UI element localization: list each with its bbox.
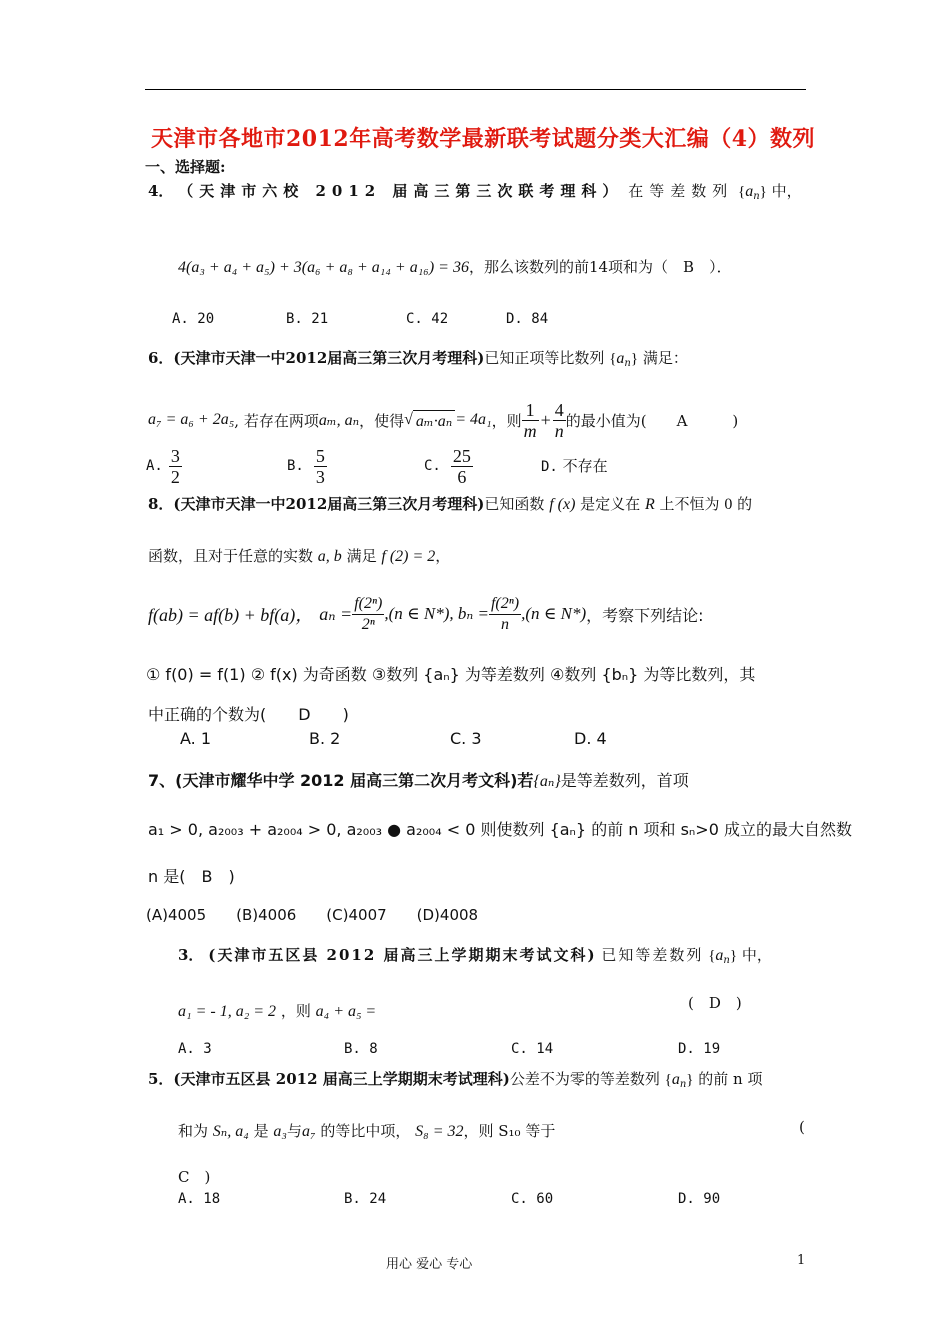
q6-condition: a₇ = a₆ + 2a₅ — [148, 411, 235, 428]
q8-source: 8．(天津市天津一中2012届高三第三次月考理科) — [148, 495, 485, 513]
q8-option-a: A. 1 — [180, 729, 212, 748]
q4-option-a: A. 20 — [172, 311, 215, 327]
question-8-line-2: 函数，且对于任意的实数 a, b 满足 f (2) = 2， — [148, 547, 451, 565]
q5-source: 5．(天津市五区县 2012 届高三上学期期末考试理科) — [148, 1070, 510, 1088]
q3-number: 3． — [178, 946, 204, 964]
question-5-line-2: 和为 Sₙ, a₄ 是 a₃与a₇ 的等比中项， S₈ = 32，则 S₁₀ 等于 — [178, 1122, 556, 1140]
question-8-line-4: ① f(0) = f(1) ② f(x) 为奇函数 ③数列 {aₙ} 为等差数列 ④数列 {bₙ} 为等比数列，其 — [146, 665, 756, 684]
question-8-line-1: 8．(天津市天津一中2012届高三第三次月考理科)已知函数 f (x) 是定义在 R 上不恒为 0 的 — [148, 495, 753, 513]
q3-option-b: B. 8 — [344, 1041, 378, 1057]
page-number: 1 — [797, 1253, 806, 1268]
q6-option-d: D. 不存在 — [541, 457, 608, 475]
q5-paren-open: ( — [799, 1118, 805, 1136]
q6-option-c: C. $\frac{25}{6}$ — [424, 445, 471, 487]
header-rule — [145, 89, 806, 90]
q5-terms: Sₙ, a₄ — [212, 1123, 249, 1140]
q5-s8: S₈ = 32 — [415, 1123, 464, 1140]
q4-stem-c: ，那么该数列的前14项和为（ B ）． — [468, 258, 732, 276]
q6-terms: aₘ, aₙ — [318, 412, 360, 429]
question-7-line-2: a₁ > 0, a₂₀₀₃ + a₂₀₀₄ > 0, a₂₀₀₃ ● a₂₀₀₄ < 0 则使数列 {aₙ} 的前 n 项和 sₙ>0 成立的最大自然数 — [148, 820, 852, 839]
q6-option-b: B. $\frac{5}{3}$ — [287, 445, 325, 487]
q3-option-c: C. 14 — [511, 1041, 554, 1057]
q8-option-d: D. 4 — [574, 729, 607, 748]
page-footer: 用心 爱心 专心 — [386, 1257, 473, 1272]
q6-source: 6．(天津市天津一中2012届高三第三次月考理科) — [148, 349, 485, 367]
question-4-line-2 — [178, 256, 732, 277]
q6-stem-a: 已知正项等比数列 — [484, 349, 605, 367]
q3-answer: ( D ) — [688, 994, 742, 1012]
q3-option-a: A. 3 — [178, 1041, 212, 1057]
question-7-line-1: 7、(天津市耀华中学 2012 届高三第二次月考文科)若{aₙ}是等差数列，首项 — [148, 771, 689, 790]
question-3-line-2: a₁ = - 1, a₂ = 2 ，则 a₄ + a₅ = — [178, 1002, 376, 1020]
question-4-line-1: 4． （天津市六校 2012 届高三第三次联考理科） 在等差数列 $\{a_n\}$ 中， — [148, 182, 802, 202]
q7-source: 7、(天津市耀华中学 2012 届高三第二次月考文科)若 — [148, 771, 534, 790]
question-7-options: (A)4005 (B)4006 (C)4007 (D)4008 — [146, 906, 479, 924]
question-6-line-1: 6．(天津市天津一中2012届高三第三次月考理科)已知正项等比数列 $\{a_n\}$ 满足： — [148, 349, 688, 369]
q8-option-c: C. 3 — [450, 729, 482, 748]
q6-fraction-2: $\frac{4}{n}$ — [554, 399, 564, 441]
question-3-line-1: 3． (天津市五区县 2012 届高三上学期期末考试文科) 已知等差数列 $\{a_n\}$ 中， — [178, 946, 772, 966]
q5-option-b: B. 24 — [344, 1191, 387, 1207]
q4-stem-a: 在等差数列 — [628, 182, 734, 200]
q4-seq: a — [745, 183, 754, 200]
q4-formula: 4(a₃ + a₄ + a₅) + 3(a₆ + a₈ + a₁₄ + a₁₆) = 36 — [178, 259, 469, 276]
q4-stem-b: 中， — [771, 182, 802, 200]
section-heading: 一、选择题: — [145, 158, 226, 176]
q8-option-b: B. 2 — [309, 729, 341, 748]
q4-option-c: C. 42 — [406, 311, 449, 327]
q6-sqrt-body: aₘ·aₙ — [413, 410, 455, 431]
q3-expr: a₄ + a₅ — [315, 1003, 362, 1020]
q4-option-d: D. 84 — [506, 311, 549, 327]
question-6-line-2: a₇ = a₆ + 2a₅ , 若存在两项 aₘ, aₙ ，使得 √ aₘ·aₙ = 4a₁ ，则 $\frac{1}{m}$ + $\frac{4}{n}$ 的最小值为( A ) — [148, 399, 739, 441]
question-8-line-3: f(ab) = af(b) + bf(a)， aₙ = $\frac{\text{f(2ⁿ)}}{\text{2ⁿ}}$ ,(n ∈ N*), bₙ = $\frac{\text{f(2ⁿ)}}{n}$ ,(n ∈ N*) ，考察下列结论: — [148, 594, 704, 633]
q6-fraction-1: $\frac{1}{m}$ — [523, 399, 537, 441]
question-5-line-1: 5．(天津市五区县 2012 届高三上学期期末考试理科)公差不为零的等差数列 $\{a_n\}$ 的前 n 项 — [148, 1070, 763, 1090]
q3-condition: a₁ = - 1, a₂ = 2 — [178, 1003, 277, 1020]
question-7-line-3: n 是( B ) — [148, 867, 235, 886]
q3-option-d: D. 19 — [678, 1041, 721, 1057]
q4-source: （天津市六校 2012 届高三第三次联考理科） — [178, 182, 624, 200]
q8-f2: f (2) = 2 — [381, 548, 436, 565]
q8-fx: f (x) — [549, 496, 576, 513]
q5-option-a: A. 18 — [178, 1191, 221, 1207]
q5-option-c: C. 60 — [511, 1191, 554, 1207]
q5-answer: C ) — [178, 1168, 211, 1186]
q4-option-b: B. 21 — [286, 311, 329, 327]
q4-number: 4． — [148, 182, 174, 200]
q5-option-d: D. 90 — [678, 1191, 721, 1207]
q3-source: (天津市五区县 2012 届高三上学期期末考试文科) — [208, 946, 597, 964]
page-title: 天津市各地市2012年高考数学最新联考试题分类大汇编（4）数列 — [151, 126, 816, 152]
q6-stem-b: 满足： — [642, 349, 688, 367]
q6-option-a: A. $\frac{3}{2}$ — [146, 445, 180, 487]
question-8-line-5: 中正确的个数为( D ) — [148, 705, 349, 724]
